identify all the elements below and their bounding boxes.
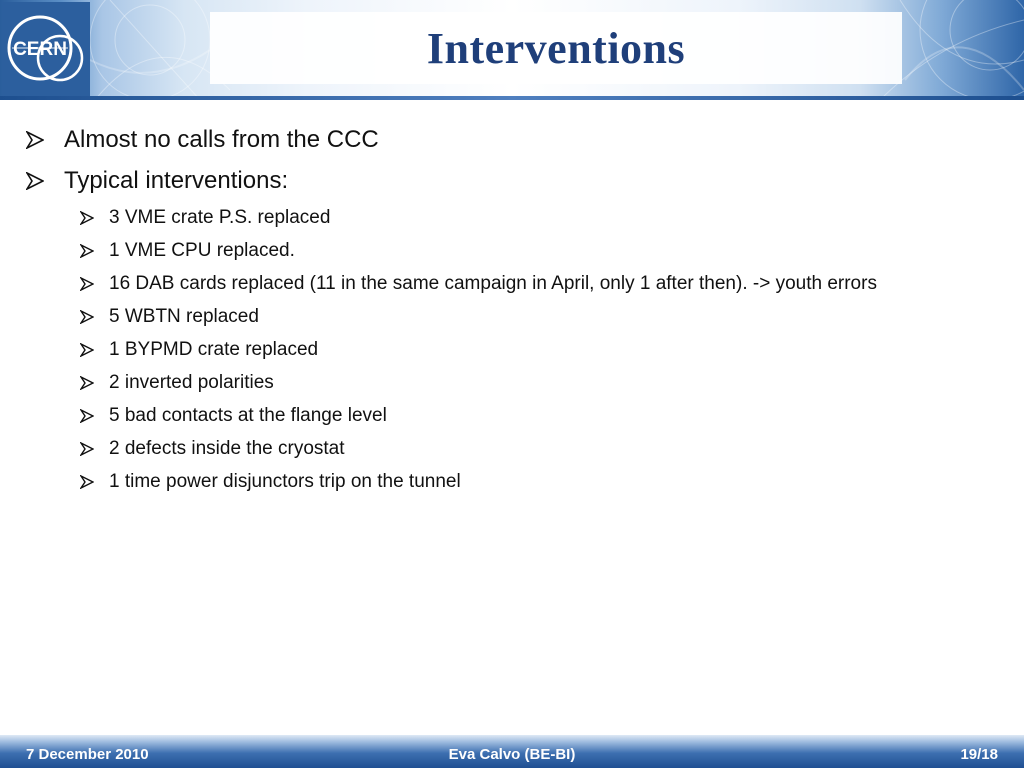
arrowhead-bullet-icon — [80, 244, 94, 258]
list-item-text: 1 VME CPU replaced. — [109, 240, 295, 261]
header-divider — [0, 96, 1024, 100]
list-item-text: 16 DAB cards replaced (11 in the same campaign in April, only 1 after then). -> youth errors — [109, 273, 877, 294]
header-banner — [0, 0, 1024, 100]
cern-logo-text: CERN — [13, 39, 67, 60]
list-item-text: Almost no calls from the CCC — [64, 126, 379, 153]
cern-logo — [2, 2, 90, 96]
list-item — [80, 207, 330, 229]
arrowhead-bullet-icon — [80, 442, 94, 456]
list-item-text: 1 time power disjunctors trip on the tunnel — [109, 471, 461, 492]
list-item — [80, 471, 461, 493]
list-item-text: 1 BYPMD crate replaced — [109, 339, 319, 360]
list-item-text: 5 WBTN replaced — [109, 306, 259, 327]
list-item — [80, 240, 295, 262]
list-item — [80, 372, 274, 394]
page-title: Interventions — [426, 23, 686, 73]
arrowhead-bullet-icon — [80, 475, 94, 489]
footer-date: 7 December 2010 — [26, 746, 149, 763]
slide-number: 19/18 — [960, 746, 998, 763]
list-item — [80, 273, 877, 295]
list-item — [26, 126, 379, 154]
arrowhead-bullet-icon — [26, 131, 44, 149]
footer-bar — [0, 735, 1024, 768]
arrowhead-bullet-icon — [80, 376, 94, 390]
list-item — [26, 167, 288, 195]
arrowhead-bullet-icon — [26, 172, 44, 190]
list-item — [80, 438, 345, 460]
arrowhead-bullet-icon — [80, 409, 94, 423]
arrowhead-bullet-icon — [80, 277, 94, 291]
list-item-text: 2 inverted polarities — [109, 372, 274, 393]
arrowhead-bullet-icon — [80, 310, 94, 324]
list-item-text: 5 bad contacts at the flange level — [109, 405, 387, 426]
arrowhead-bullet-icon — [80, 343, 94, 357]
title-box — [210, 12, 902, 84]
list-item-text: 2 defects inside the cryostat — [109, 438, 345, 459]
list-item-text: Typical interventions: — [64, 167, 289, 194]
list-item-text: 3 VME crate P.S. replaced — [109, 207, 331, 228]
list-item — [80, 405, 387, 427]
list-item — [80, 306, 259, 328]
footer-author: Eva Calvo (BE-BI) — [448, 746, 576, 763]
list-item — [80, 339, 318, 361]
arrowhead-bullet-icon — [80, 211, 94, 225]
